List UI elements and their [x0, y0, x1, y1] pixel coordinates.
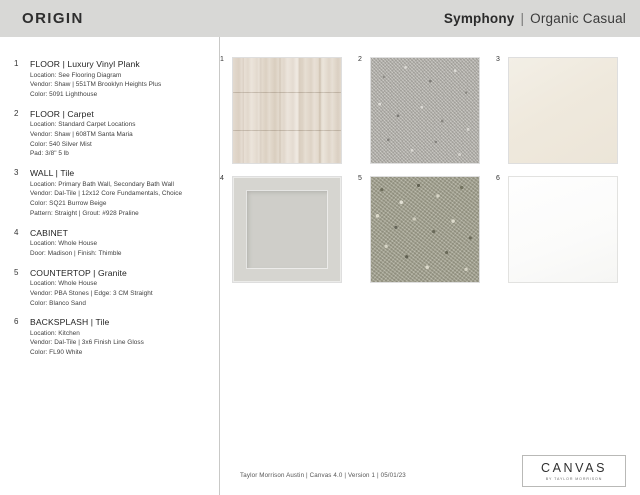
swatch-granite-countertop	[370, 176, 480, 283]
canvas-logo-word: CANVAS	[540, 461, 608, 475]
legend-column	[0, 37, 219, 495]
legend-item-title: COUNTERTOP | Granite	[30, 267, 127, 278]
swatch-number: 1	[220, 56, 224, 63]
legend-item-title: BACKSPLASH | Tile	[30, 317, 110, 328]
legend-item-number: 1	[14, 59, 19, 68]
legend-item	[10, 228, 209, 259]
legend-item-vendor: Vendor: PBA Stones | Edge: 3 CM Straight	[30, 289, 153, 297]
swatch-number: 6	[496, 175, 500, 182]
legend-item	[10, 59, 209, 100]
legend-item	[10, 109, 209, 159]
legend-item-vendor: Vendor: Shaw | 608TM Santa Maria	[30, 130, 133, 138]
swatch-grid	[220, 56, 632, 295]
legend-item-number: 5	[14, 267, 19, 277]
swatch-cabinet-door	[232, 176, 342, 283]
legend-item-title: FLOOR | Luxury Vinyl Plank	[30, 59, 140, 69]
swatch-cell-3	[496, 56, 622, 164]
swatch-number: 2	[358, 56, 362, 63]
brand-title: ORIGIN	[22, 10, 84, 27]
legend-item-vendor: Vendor: Dal-Tile | 3x6 Finish Line Gloss	[30, 339, 144, 347]
swatch-cell-4	[220, 175, 346, 283]
legend-item-location: Location: See Flooring Diagram	[30, 71, 122, 79]
style-name: Organic Casual	[530, 11, 626, 26]
legend-item	[10, 317, 209, 358]
title-separator: |	[520, 11, 525, 26]
canvas-logo	[522, 455, 626, 487]
legend-item-title: CABINET	[30, 227, 68, 238]
legend-item-title: WALL | Tile	[30, 168, 75, 179]
legend-item-location: Location: Kitchen	[30, 329, 80, 337]
page-header	[0, 0, 640, 37]
swatch-number: 5	[358, 175, 362, 182]
legend-item	[10, 268, 209, 309]
legend-item-location: Location: Standard Carpet Locations	[30, 121, 136, 129]
legend-item-number: 4	[14, 227, 19, 237]
legend-item-number: 3	[14, 168, 19, 178]
swatch-number: 4	[220, 175, 224, 182]
legend-item-vendor: Vendor: Shaw | 551TM Brooklyn Heights Plus	[30, 81, 162, 89]
swatch-carpet	[370, 57, 480, 164]
legend-item-number: 6	[14, 317, 19, 327]
swatch-backsplash-tile	[508, 176, 618, 283]
legend-item-location: Location: Whole House	[30, 280, 98, 288]
legend-item-color: Color: 540 Silver Mist	[30, 140, 92, 148]
legend-item-number: 2	[14, 108, 19, 118]
legend-item-location: Location: Primary Bath Wall, Secondary Bath Wall	[30, 180, 174, 188]
legend-item-color: Color: 5091 Lighthouse	[30, 90, 98, 98]
swatch-number: 3	[496, 56, 500, 63]
swatch-cell-2	[358, 56, 484, 164]
swatch-panel	[220, 37, 640, 495]
legend-item-color: Color: SQ21 Burrow Beige	[30, 200, 107, 208]
collection-name: Symphony	[443, 11, 515, 26]
legend-item-pad: Pad: 3/8" 5 lb	[30, 150, 69, 158]
legend-item-door: Door: Madison | Finish: Thimble	[30, 249, 122, 257]
canvas-logo-subtitle: BY TAYLOR MORRISON	[545, 477, 603, 481]
collection-title	[444, 11, 626, 26]
legend-item-pattern: Pattern: Straight | Grout: #928 Praline	[30, 209, 139, 217]
swatch-wall-tile	[508, 57, 618, 164]
swatch-row	[220, 56, 632, 164]
swatch-cell-6	[496, 175, 622, 283]
legend-item-location: Location: Whole House	[30, 240, 98, 248]
legend-item-color: Color: Blanco Sand	[30, 299, 86, 307]
legend-item	[10, 168, 209, 218]
footer-caption: Taylor Morrison Austin | Canvas 4.0 | Version 1 | 05/01/23	[240, 472, 406, 479]
legend-item-color: Color: FL90 White	[30, 349, 83, 357]
swatch-row	[220, 175, 632, 283]
swatch-cell-1	[220, 56, 346, 164]
swatch-luxury-vinyl-plank	[232, 57, 342, 164]
swatch-cell-5	[358, 175, 484, 283]
legend-item-vendor: Vendor: Dal-Tile | 12x12 Core Fundamentals, Choice	[30, 190, 183, 198]
legend-item-title: FLOOR | Carpet	[30, 108, 94, 119]
